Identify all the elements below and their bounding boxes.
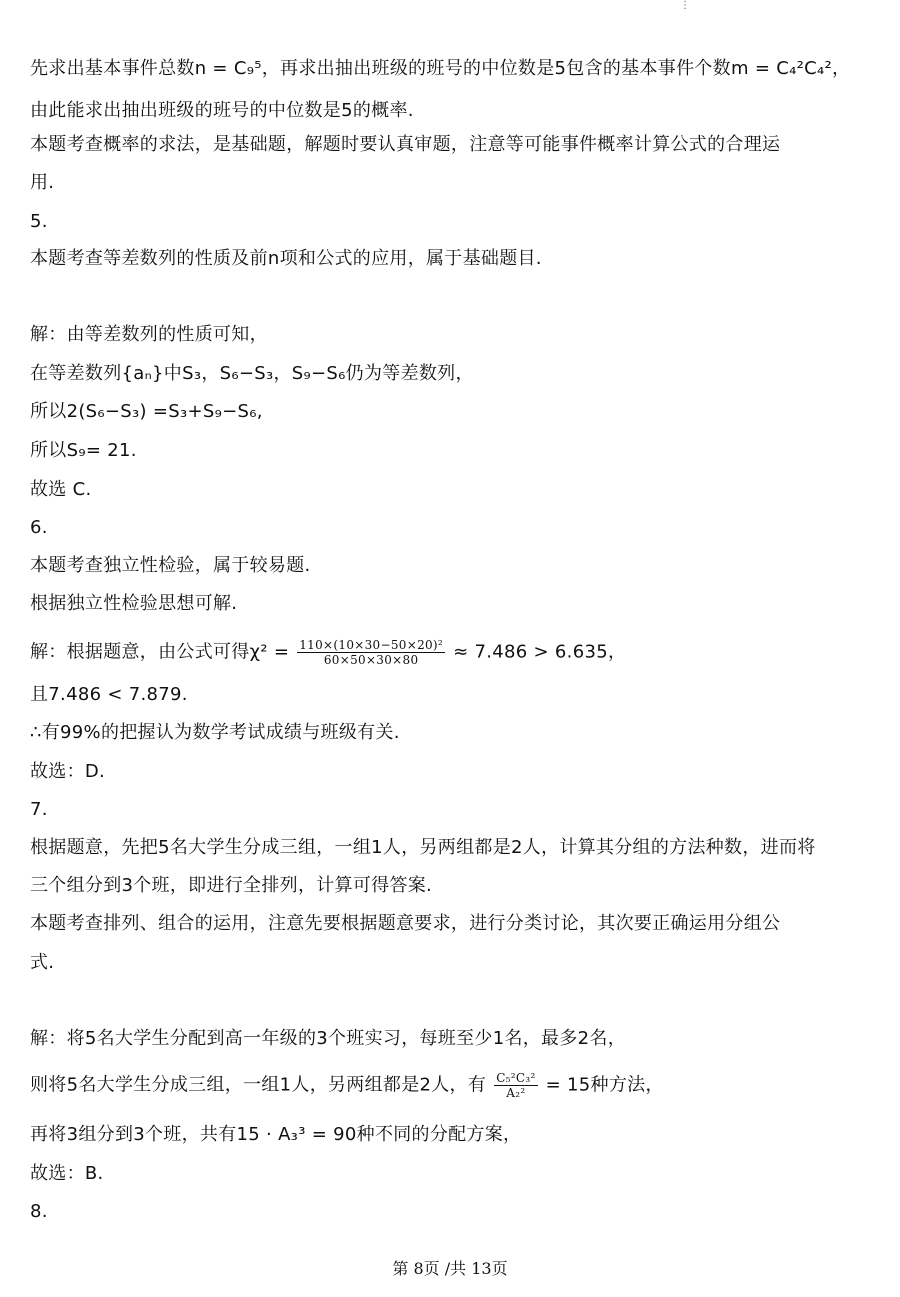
grouping-line [30,1071,664,1100]
chi-prefix: 解：根据题意，由公式可得χ² = [30,641,290,663]
text-line: 故选 C. [30,479,92,500]
group-prefix: 则将5名大学生分成三组，一组1人，另两组都是2人，有 [30,1074,487,1096]
group-fraction [494,1071,537,1100]
text-line: 解：由等差数列的性质可知， [30,324,268,345]
text-line: 再将3组分到3个班，共有15 · A₃³ = 90种不同的分配方案， [30,1124,522,1145]
page-footer: 第 8页 /共 13页 [392,1259,508,1278]
group-suffix: = 15种方法， [545,1074,664,1096]
text-line: 本题考查独立性检验，属于较易题. [30,555,311,576]
section-number: 6. [30,517,48,538]
text-line: 故选：B. [30,1163,104,1184]
section-number: 7. [30,799,48,820]
group-denominator: A₂² [506,1086,526,1100]
chi-square-line [30,638,626,667]
text-line: 在等差数列{aₙ}中S₃，S₆−S₃，S₉−S₆仍为等差数列， [30,363,474,384]
text-line: 用. [30,172,55,193]
text-line: 根据独立性检验思想可解. [30,593,238,614]
chi-denominator: 60×50×30×80 [323,653,419,667]
text-line: 所以2(S₆−S₃) =S₃+S₉−S₆, [30,401,263,422]
text-line: 本题考查排列、组合的运用，注意先要根据题意要求，进行分类讨论，其次要正确运用分组公 [30,913,781,934]
text-line: 本题考查概率的求法，是基础题，解题时要认真审题，注意等可能事件概率计算公式的合理运 [30,134,781,155]
text-line: 本题考查等差数列的性质及前n项和公式的应用，属于基础题目. [30,248,542,269]
text-line: 所以S₉= 21. [30,440,137,461]
corner-mark: ⋮ [680,0,690,11]
text-line: 三个组分到3个班，即进行全排列，计算可得答案. [30,875,433,896]
chi-numerator: 110×(10×30−50×20)² [299,638,444,652]
chi-suffix: ≈ 7.486 > 6.635， [453,641,627,663]
text-line: 且7.486 < 7.879. [30,684,188,705]
text-line: 式. [30,952,55,973]
section-number: 5. [30,211,48,232]
text-line: 根据题意，先把5名大学生分成三组，一组1人，另两组都是2人，计算其分组的方法种数，进而将 [30,837,816,858]
text-line: 先求出基本事件总数n = C₉⁵，再求出抽出班级的班号的中位数是5包含的基本事件个数m = C₄²C₄²， [30,58,851,79]
text-line: ∴有99%的把握认为数学考试成绩与班级有关. [30,722,400,743]
group-numerator: C₅²C₃² [496,1071,536,1085]
chi-fraction [297,638,445,667]
text-line: 故选：D. [30,761,106,782]
section-number: 8. [30,1201,48,1222]
text-line: 由此能求出抽出班级的班号的中位数是5的概率. [30,100,414,121]
text-line: 解：将5名大学生分配到高一年级的3个班实习，每班至少1名，最多2名， [30,1028,627,1049]
